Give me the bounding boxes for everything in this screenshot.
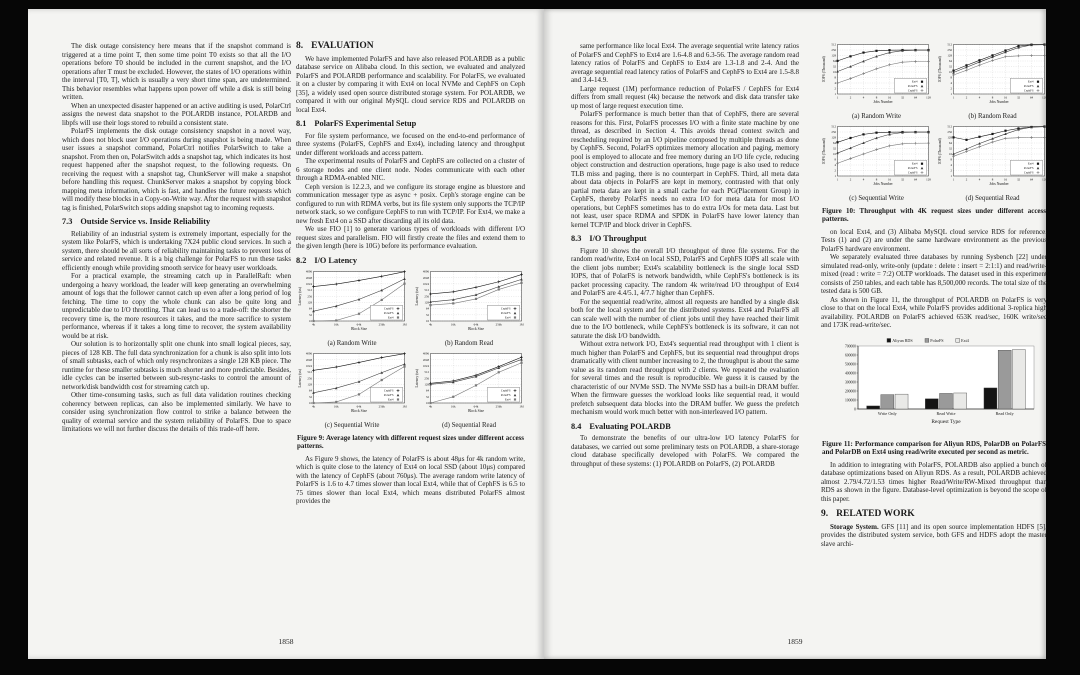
svg-text:1: 1 — [836, 176, 839, 181]
svg-text:1: 1 — [836, 95, 839, 100]
svg-text:256: 256 — [423, 375, 429, 380]
section-title: I/O Latency — [314, 255, 358, 265]
svg-text:4: 4 — [950, 81, 952, 86]
svg-text:128: 128 — [306, 382, 312, 387]
svg-text:8: 8 — [875, 176, 878, 181]
bar-chart-svg — [825, 333, 1043, 437]
svg-text:128: 128 — [831, 53, 836, 58]
svg-text:2: 2 — [965, 95, 968, 100]
svg-text:64: 64 — [948, 140, 952, 145]
paragraph: Other time-consuming tasks, such as full data validation routines checking coherency between replicas, can also be implemented similarly. We have to consider using synchronization flow control to strike a balance between the quality of external service and the system reliability of PolarFS. Due to space limitations we will not further discuss the details of this trade-off here. — [62, 391, 291, 433]
svg-text:4k: 4k — [428, 322, 432, 327]
line-chart-subplot — [296, 351, 408, 432]
svg-text:4096: 4096 — [422, 269, 429, 274]
svg-text:Ext4: Ext4 — [387, 315, 393, 320]
svg-text:256: 256 — [947, 48, 952, 53]
section-heading-8-1 — [296, 120, 525, 129]
paragraph: For file system performance, we focused on the end-to-end performance of three systems (PolarFS, CephFS and Ext4), including latency and throughput under different workloads and access pattern. — [296, 131, 525, 157]
section-title: RELATED WORK — [836, 509, 915, 520]
svg-text:4k: 4k — [311, 322, 315, 327]
line-chart-svg — [937, 42, 1048, 113]
svg-text:128: 128 — [1042, 95, 1047, 100]
section-title: Outside Service vs. Inside Reliability — [80, 217, 211, 226]
subplot-label: (d) Sequential Read — [442, 421, 496, 429]
svg-text:1: 1 — [834, 92, 836, 97]
svg-text:256: 256 — [423, 294, 429, 299]
paragraph: on local Ext4, and (3) Alibaba MySQL cloud service RDS for reference. Tests (1) and (2) are under the same hardware environment as the previous PolarFS hardware environment. — [821, 227, 1047, 253]
figure-11-caption: Figure 11: Performance comparison for Aliyun RDS, PolarDB on PolarFS and PolarDB on Ext4 using read/write executed per second as metric. — [822, 439, 1046, 457]
section-number: 9. — [821, 509, 829, 520]
svg-text:Jobs Number: Jobs Number — [989, 181, 1009, 186]
subplot-label: (c) Sequential Write — [324, 421, 380, 429]
svg-text:4: 4 — [950, 162, 952, 167]
section-number: 8.2 — [296, 255, 307, 265]
svg-text:Jobs Number: Jobs Number — [873, 181, 893, 186]
svg-text:4: 4 — [862, 95, 865, 100]
svg-text:1: 1 — [834, 173, 836, 178]
line-chart-svg — [297, 269, 408, 340]
svg-text:16k: 16k — [450, 403, 456, 408]
svg-text:IOPS (Thousand): IOPS (Thousand) — [821, 56, 826, 83]
svg-text:CephFS: CephFS — [383, 388, 393, 393]
paragraph: Without extra network I/O, Ext4's sequential read throughput with 1 client is much higher than PolarFS and CephFS, but its sequential read throughput drops dramatically with client number increasing to 2, the throughput is about the same value as its random read throughput with 2 clients. We repeated the evaluation for several times and the result is reproducible. We guess it is caused by the characteristic of our NVMe SSD. The NVMe SSD has a built-in DRAM buffer. When the firmware guesses the workload looks like sequential read, it would prefetch subsequent data blocks into the DRAM buffer. We guess the prefetch mechanism would work much better with non-interleaved I/O pattern. — [571, 340, 799, 416]
svg-text:64: 64 — [308, 306, 312, 311]
paragraph: Large request (1M) performance reduction of PolarFS / CephFS for Ext4 differs from small request (4k) because the network and disk data transfer take up most of large request execution time. — [571, 84, 799, 110]
svg-text:8: 8 — [991, 176, 994, 181]
svg-text:128: 128 — [926, 176, 931, 181]
paragraph: Reliability of an industrial system is extremely important, especially for the system like PolarFS, which is undertaking 7X24 public cloud services. In such a system, there should be all sorts of reliability maintaining tasks to prevent loss of service and related revenue. It is a big challenge for PolarFS to run these tasks efficiently enough while providing smooth service for heavy user workloads. — [62, 229, 291, 272]
svg-text:2048: 2048 — [422, 357, 429, 362]
paragraph: As Figure 9 shows, the latency of PolarFS is about 48μs for 4k random write, which is quite close to the latency of Ext4 on local SSD (about 10μs) compared with the latency of CephFS (about 760μs). The average random write latency of PolarFS is 1.6 to 4.7 times slower than local Ext4, while that of CephFS is 6.5 to 75 times slower than local Ext4, which means distributed PolarFS almost provides the — [296, 454, 525, 506]
svg-text:PolarFS: PolarFS — [930, 337, 944, 343]
svg-text:Jobs Number: Jobs Number — [989, 100, 1009, 104]
line-chart-subplot — [937, 42, 1048, 123]
svg-text:2: 2 — [849, 176, 852, 181]
svg-text:2: 2 — [834, 168, 836, 173]
figure-9-charts — [296, 269, 525, 431]
svg-text:4096: 4096 — [305, 351, 312, 356]
paragraph: To demonstrate the benefits of our ultra-low I/O latency PolarFS for databases, we carried out some preliminary tests on POLARDB, a share-storage cloud database specifically developed with PolarFS. We compared the throughput of these systems: (1) POLARDB on PolarFS, (2) POLARDB — [571, 434, 799, 468]
svg-text:16: 16 — [948, 70, 952, 75]
section-title: I/O Throughput — [589, 234, 647, 243]
svg-text:1024: 1024 — [422, 363, 429, 368]
svg-text:64: 64 — [1029, 176, 1034, 181]
svg-text:1: 1 — [950, 92, 952, 97]
svg-text:2: 2 — [834, 86, 836, 91]
svg-text:CephFS: CephFS — [907, 170, 918, 174]
svg-text:1024: 1024 — [422, 281, 429, 286]
svg-text:512: 512 — [423, 288, 429, 293]
svg-text:0: 0 — [854, 407, 856, 412]
svg-text:200000: 200000 — [844, 389, 856, 394]
svg-text:256: 256 — [306, 375, 312, 380]
svg-text:Aliyun RDS: Aliyun RDS — [892, 337, 913, 343]
svg-text:16: 16 — [887, 176, 892, 181]
svg-text:512: 512 — [831, 124, 836, 129]
svg-text:32: 32 — [832, 146, 836, 151]
svg-text:256k: 256k — [495, 322, 502, 327]
svg-text:32: 32 — [948, 146, 952, 151]
section-number: 8.1 — [296, 119, 307, 128]
paragraph — [821, 523, 1047, 549]
subplot-label: (a) Random Write — [851, 113, 902, 120]
svg-text:Request Type: Request Type — [931, 418, 961, 425]
svg-text:Ext4: Ext4 — [1027, 161, 1034, 166]
paragraph: For a practical example, the streaming catch up in ParallelRaft: when undergoing a heavy workload, the leader will keep generating an overwhelming amount of logs that the follower cannot catch up even after a long period of log fetching. The time to copy the whole chunk can also be quite long and unpredictable due to I/O throttling. That can lead us to a trade-off: the shorter the recovery time is, the more resources it takes, and the more sacrifice to system performance, whereas if it takes a long time to recover, the system availability would be at risk. — [62, 272, 291, 340]
line-chart-svg — [821, 42, 932, 113]
figure-9-caption: Figure 9: Average latency with different request sizes under different access patterns. — [297, 434, 524, 451]
figure-11-chart — [821, 333, 1047, 437]
line-chart-subplot — [413, 269, 525, 350]
line-chart-svg — [297, 351, 408, 422]
svg-text:Ext4: Ext4 — [504, 315, 510, 320]
svg-text:1M: 1M — [518, 322, 524, 327]
svg-text:64: 64 — [832, 59, 836, 64]
svg-text:4k: 4k — [428, 403, 432, 408]
svg-text:2048: 2048 — [305, 275, 312, 280]
svg-text:32: 32 — [948, 64, 952, 69]
svg-text:Ext4: Ext4 — [504, 397, 510, 401]
paragraph: PolarFS implements the disk outage consistency snapshot in a novel way, which does not block user I/O operations during snapshot is being made. When user issues a snapshot command, PolarCtrl notifies PolarSwitch to take a snapshot. From then on, PolarSwitch adds a snapshot tag, which indicates its host request happened after the snapshot request, to the following requests. On receiving the request with a snapshot tag, ChunkServer will make a snapshot before handling this request. ChunkServer makes a snapshot by copying block mapping meta information, which is fast, and handles the future requests which will modify these blocks in a Copy-on-Write way. After the request with snapshot tag is finished, PolarSwitch stops adding snapshot tag to incoming requests. — [62, 127, 291, 212]
svg-text:IOPS (Thousand): IOPS (Thousand) — [821, 137, 826, 164]
section-heading-7-3 — [62, 218, 291, 227]
svg-text:256: 256 — [831, 129, 836, 134]
svg-text:64: 64 — [425, 306, 429, 311]
svg-text:PolarFS: PolarFS — [907, 84, 918, 89]
paragraph: We have implemented PolarFS and have also released POLARDB as a public database service on Alibaba cloud. In this section, we evaluated and analyzed PolarFS and POLARDB performance and scalability. For PolarFS, we evaluated it on a cluster by comparing it with Ext4 on local NVMe and CephFS on Ceph [35], a widely used open source distributed storage system. For POLARDB, we compared it with our original MySQL cloud service RDS and POLARDB on local Ext4. — [296, 54, 525, 114]
svg-text:1M: 1M — [518, 403, 524, 408]
svg-text:128: 128 — [831, 135, 836, 140]
svg-text:16: 16 — [308, 319, 312, 324]
svg-text:4: 4 — [862, 176, 865, 181]
svg-text:128: 128 — [1042, 176, 1047, 181]
svg-text:16: 16 — [425, 319, 429, 324]
svg-text:512: 512 — [947, 124, 952, 129]
figure-10-caption: Figure 10: Throughput with 4K request sizes under different access patterns. — [822, 207, 1046, 224]
paragraph: The disk outage consistency here means that if the snapshot command is triggered at a time point T, then some time point T0 exists so that all the I/O operations before T0 should be included in the current snapshot, and the I/O operations after T must be excluded. However, the states of I/O operations within the interval [T0, T], which is usually a very short time span, are undetermined. This behavior resembles what happens upon power off while a disk is still being written. — [62, 42, 291, 101]
svg-text:Ext4: Ext4 — [911, 161, 918, 166]
svg-text:16k: 16k — [450, 322, 456, 327]
svg-text:32: 32 — [900, 95, 905, 100]
svg-text:64k: 64k — [356, 322, 361, 327]
svg-text:IOPS (Thousand): IOPS (Thousand) — [937, 137, 942, 164]
section-heading-8-3 — [571, 235, 799, 244]
svg-text:CephFS: CephFS — [383, 306, 393, 311]
subplot-label: (b) Random Read — [444, 340, 494, 347]
paragraph: PolarFS performance is much better than that of CephFS, there are several reasons for this. First, PolarFS processes I/O with a finite state machine by one thread, as described in Section 4. This avoids thread context switch and rescheduling required by an I/O pipeline composed by multiple threads as done by CephFS. Second, PolarFS optimizes memory allocation and paging, memory pool is employed to allocate and free memory during an I/O life cycle, reducing object construction and destruction operations, huge page is also used to reduce TLB miss and paging, there is no counterpart in CephFS. Third, all meta data about data objects in PolarFS are kept in memory, contrasted with that only partial meta data are kept in a small cache for each PG(Placement Group) in CephFS, thereby PolarFS needs no extra I/O for meta data for most I/O operations, but CephFS sometimes has to do extra I/Os for meta data. Last but not least, user space RDMA and SPDK in PolarFS have lower latency than kernel TCP/IP and block driver in CephFS. — [571, 110, 799, 229]
svg-text:64: 64 — [913, 95, 918, 100]
svg-text:Read Only: Read Only — [995, 411, 1014, 417]
svg-text:Write Only: Write Only — [877, 411, 897, 417]
subplot-label: (c) Sequential Write — [849, 194, 904, 202]
svg-text:128: 128 — [947, 135, 952, 140]
line-chart-subplot — [296, 269, 408, 350]
svg-text:PolarFS: PolarFS — [1023, 165, 1034, 170]
line-chart-subplot — [413, 351, 525, 432]
svg-text:Block Size: Block Size — [467, 408, 484, 413]
svg-text:1: 1 — [952, 95, 955, 100]
svg-text:32: 32 — [1016, 176, 1021, 181]
section-heading-8-4 — [571, 423, 799, 432]
svg-text:64k: 64k — [473, 403, 478, 408]
svg-text:CephFS: CephFS — [1023, 170, 1034, 174]
svg-text:1024: 1024 — [305, 363, 312, 368]
svg-text:PolarFS: PolarFS — [383, 311, 393, 316]
line-chart-svg — [414, 351, 525, 422]
paragraph: Ceph version is 12.2.3, and we configure its storage engine as bluestore and communication messager type as async + posix. Ceph's storage engine can be configured to run with RDMA verbs, but its file system only supports the TCP/IP network stack, so we configure CephFS to run with TCP/IP. For Ext4, we make a new fresh Ext4 on a SSD after discarding all its old data. — [296, 182, 525, 225]
svg-text:8: 8 — [950, 157, 952, 162]
svg-text:64k: 64k — [473, 322, 478, 327]
svg-text:Jobs Number: Jobs Number — [873, 100, 893, 104]
svg-text:8: 8 — [875, 95, 878, 100]
svg-text:4: 4 — [834, 162, 836, 167]
paragraph: same performance like local Ext4. The average sequential write latency ratios of PolarFS and CephFS to Ext4 are 1.6-4.8 and 6.3-56. The average random read latency ratios of PolarFS and CephFS to Ext4 are 1.3-1.8 and 2-4. And the average sequential read latency ratios of PolarFS and CephFS to Ext4 are 1.5-8.8 and 3.4-14.9. — [571, 42, 799, 84]
page-number-right: 1859 — [787, 637, 803, 646]
svg-text:8: 8 — [950, 75, 952, 80]
line-chart-svg — [821, 124, 932, 195]
svg-text:Block Size: Block Size — [350, 327, 367, 331]
svg-text:512: 512 — [306, 288, 312, 293]
svg-text:2: 2 — [849, 95, 852, 100]
svg-text:128: 128 — [947, 53, 952, 58]
svg-text:2048: 2048 — [305, 357, 312, 362]
paper-page-right — [544, 9, 1046, 659]
svg-text:32: 32 — [832, 64, 836, 69]
svg-text:64: 64 — [948, 59, 952, 64]
svg-text:Latency (us): Latency (us) — [297, 286, 302, 306]
svg-text:300000: 300000 — [844, 380, 856, 385]
svg-text:16k: 16k — [333, 322, 339, 327]
paragraph: In addition to integrating with PolarFS, POLARDB also applied a bunch of database optimizations based on Aliyun RDS. As a result, POLARDB achieved almost 2.79/4.72/1.53 times higher Read/Write/RW-Mixed throughput than RDS as shown in the figure. Database-level optimization is beyond the scope of this paper. — [821, 460, 1047, 503]
subplot-label: (d) Sequential Read — [965, 194, 1020, 202]
svg-text:8: 8 — [834, 75, 836, 80]
svg-text:CephFS: CephFS — [500, 306, 510, 311]
paragraph: The experimental results of PolarFS and CephFS are collected on a cluster of 6 storage nodes and one client node. Nodes communicate with each other through a RDMA-enabled NIC. — [296, 157, 525, 182]
svg-text:128: 128 — [423, 382, 429, 387]
svg-text:Latency (us): Latency (us) — [414, 368, 419, 388]
svg-text:4: 4 — [834, 81, 836, 86]
svg-text:16: 16 — [832, 151, 836, 156]
svg-text:Latency (us): Latency (us) — [414, 286, 419, 306]
svg-text:8: 8 — [991, 95, 994, 100]
svg-text:500000: 500000 — [844, 362, 856, 367]
svg-text:128: 128 — [926, 95, 931, 100]
section-heading-8-2 — [296, 257, 525, 266]
section-number: 7.3 — [62, 217, 73, 226]
paragraph: Our solution is to horizontally split one chunk into small logical pieces, say, pieces of 128 KB. The full data synchronization for a chunk is also split into lots of small subtasks, each of which only resynchronizes a single 128 KB piece. The runtime for these smaller subtasks is much shorter and more predictable. Besides, idle cycles can be inserted between sub-resync-tasks to control the amount of network/disk bandwidth cost for streaming catch up. — [62, 340, 291, 391]
svg-text:Read Write: Read Write — [936, 411, 956, 417]
svg-text:256: 256 — [306, 294, 312, 299]
line-chart-subplot — [937, 124, 1048, 205]
svg-text:2: 2 — [950, 86, 952, 91]
right-page-column-2 — [821, 42, 1047, 548]
svg-text:PolarFS: PolarFS — [500, 311, 510, 316]
svg-text:PolarFS: PolarFS — [383, 392, 393, 397]
section-title: Evaluating POLARDB — [589, 421, 671, 431]
svg-text:8: 8 — [834, 157, 836, 162]
svg-text:64k: 64k — [356, 403, 361, 408]
svg-text:1: 1 — [950, 173, 952, 178]
svg-text:256k: 256k — [378, 403, 385, 408]
svg-text:Ext4: Ext4 — [387, 397, 393, 401]
svg-text:Block Size: Block Size — [467, 327, 484, 331]
svg-text:512: 512 — [947, 42, 952, 47]
svg-text:64: 64 — [913, 176, 918, 181]
svg-text:256k: 256k — [378, 322, 385, 327]
svg-text:600000: 600000 — [844, 353, 856, 358]
svg-text:4: 4 — [978, 176, 981, 181]
related-work-text: GFS [11] and its open source implementation HDFS [5], provides the distributed system service, both GFS and HDFS adopt the master slave archi- — [821, 522, 1048, 548]
svg-text:4096: 4096 — [422, 351, 429, 356]
svg-text:32: 32 — [425, 312, 429, 317]
section-heading-8 — [296, 42, 525, 51]
svg-text:16: 16 — [1003, 95, 1008, 100]
svg-text:CephFS: CephFS — [500, 388, 510, 393]
svg-text:32: 32 — [1016, 95, 1021, 100]
svg-text:4096: 4096 — [305, 269, 312, 274]
section-number: 8.4 — [571, 421, 582, 431]
svg-text:64: 64 — [1029, 95, 1034, 100]
paragraph: When an unexpected disaster happened or an active auditing is used, PolarCtrl assigns the newest data snapshot to the POLARDB instance, POLARDB and libpfs will use their logs stored to rebuild a consistent state. — [62, 101, 291, 127]
figure-10-charts — [821, 42, 1047, 204]
svg-text:1024: 1024 — [305, 281, 312, 286]
svg-text:16: 16 — [425, 400, 429, 405]
svg-text:1M: 1M — [401, 403, 407, 408]
svg-text:Ext4: Ext4 — [1027, 79, 1034, 84]
svg-text:32: 32 — [308, 312, 312, 317]
svg-text:16: 16 — [1003, 176, 1008, 181]
svg-text:CephFS: CephFS — [1023, 88, 1034, 93]
paragraph: As shown in Figure 11, the throughput of POLARDB on PolarFS is very close to that on the local Ext4, while PolarFS provides additional 3-replica high availability. POLARDB on PolarFS achieved 653K read/sec, 160K write/sec and 173K read-write/sec. — [821, 295, 1047, 330]
section-title: EVALUATION — [311, 41, 374, 51]
svg-text:64: 64 — [308, 388, 312, 393]
svg-text:IOPS (Thousand): IOPS (Thousand) — [937, 56, 942, 83]
svg-text:16k: 16k — [333, 403, 339, 408]
svg-text:Block Size: Block Size — [350, 408, 367, 413]
page-number-left: 1858 — [278, 637, 294, 646]
paragraph: We separately evaluated three databases by running Sysbench [22] under simulated read-only, write-only (update : delete : insert = 2:1:1) and read/write-mixed (read : write = 7:2) OLTP workloads. The dataset used in this experiment consists of 250 tables, and each table has 8,500,000 records. The total size of the tested data is 500 GB. — [821, 253, 1047, 296]
paragraph: For the sequential read/write, almost all requests are handled by a single disk both for the local system and for the distributed systems. Ext4 and PolarFS all can scale well with the number of client jobs until they have reached their limit due to the I/O bottleneck, while CephFS's bottleneck is its software, it can not saturate the disk I/O bandwidth. — [571, 297, 799, 340]
svg-text:2: 2 — [950, 168, 952, 173]
svg-text:100000: 100000 — [844, 398, 856, 403]
svg-text:64: 64 — [832, 140, 836, 145]
svg-text:16: 16 — [887, 95, 892, 100]
line-chart-svg — [937, 124, 1048, 195]
subplot-label: (a) Random Write — [327, 340, 377, 347]
svg-text:400000: 400000 — [844, 371, 856, 376]
svg-text:4k: 4k — [311, 403, 315, 408]
svg-text:512: 512 — [306, 369, 312, 374]
svg-text:PolarFS: PolarFS — [1023, 84, 1034, 89]
subplot-label: (b) Random Read — [968, 113, 1017, 120]
svg-text:256: 256 — [947, 129, 952, 134]
svg-text:32: 32 — [308, 394, 312, 399]
svg-text:512: 512 — [831, 42, 836, 47]
svg-text:700000: 700000 — [844, 344, 856, 349]
svg-text:16: 16 — [948, 151, 952, 156]
svg-text:4: 4 — [978, 95, 981, 100]
svg-text:1M: 1M — [401, 322, 407, 327]
left-page-column-2 — [296, 42, 525, 506]
svg-text:PolarFS: PolarFS — [907, 165, 918, 170]
section-number: 8.3 — [571, 234, 582, 243]
related-work-lead: Storage System. — [830, 522, 879, 531]
svg-text:128: 128 — [423, 300, 429, 305]
svg-text:256: 256 — [831, 48, 836, 53]
svg-text:32: 32 — [900, 176, 905, 181]
right-page-column-1 — [571, 42, 799, 468]
svg-text:PolarFS: PolarFS — [500, 392, 510, 397]
svg-text:256k: 256k — [495, 403, 502, 408]
left-page-column-1 — [62, 42, 291, 434]
line-chart-subplot — [821, 124, 932, 205]
svg-text:512: 512 — [423, 369, 429, 374]
svg-text:128: 128 — [306, 300, 312, 305]
svg-text:1: 1 — [952, 176, 955, 181]
svg-text:16: 16 — [308, 400, 312, 405]
svg-text:16: 16 — [832, 70, 836, 75]
svg-text:64: 64 — [425, 388, 429, 393]
svg-text:Ext4: Ext4 — [911, 79, 918, 84]
svg-text:2048: 2048 — [422, 275, 429, 280]
paragraph: We use FIO [1] to generate various types of workloads with different I/O request sizes and parallelism. FIO will firstly create the files and extend them to the given length (here is 10G) before its performance evaluation. — [296, 225, 525, 250]
svg-text:32: 32 — [425, 394, 429, 399]
line-chart-subplot — [821, 42, 932, 123]
paragraph: Figure 10 shows the overall I/O throughput of three file systems. For the random read/write, Ext4 on local SSD, PolarFS and CephFS IOPS all scale with the client jobs number; Ext4's scalability bottleneck is the single local SSD IOPS, that of PolarFS is network bandwidth, while CephFS's bottleneck is its packet processing capacity. The random 4k write/read I/O throughput of Ext4 and PolarFS are 4.4/5.1, 4/7.7 higher than CephFS. — [571, 246, 799, 297]
paper-page-left — [28, 9, 544, 659]
svg-text:Latency (us): Latency (us) — [297, 368, 302, 388]
section-title: PolarFS Experimental Setup — [314, 119, 417, 128]
svg-text:CephFS: CephFS — [907, 88, 918, 93]
section-heading-9 — [821, 510, 1047, 519]
svg-text:Ext4: Ext4 — [961, 337, 969, 343]
line-chart-svg — [414, 269, 525, 340]
section-number: 8. — [296, 41, 304, 51]
svg-text:2: 2 — [965, 176, 968, 181]
